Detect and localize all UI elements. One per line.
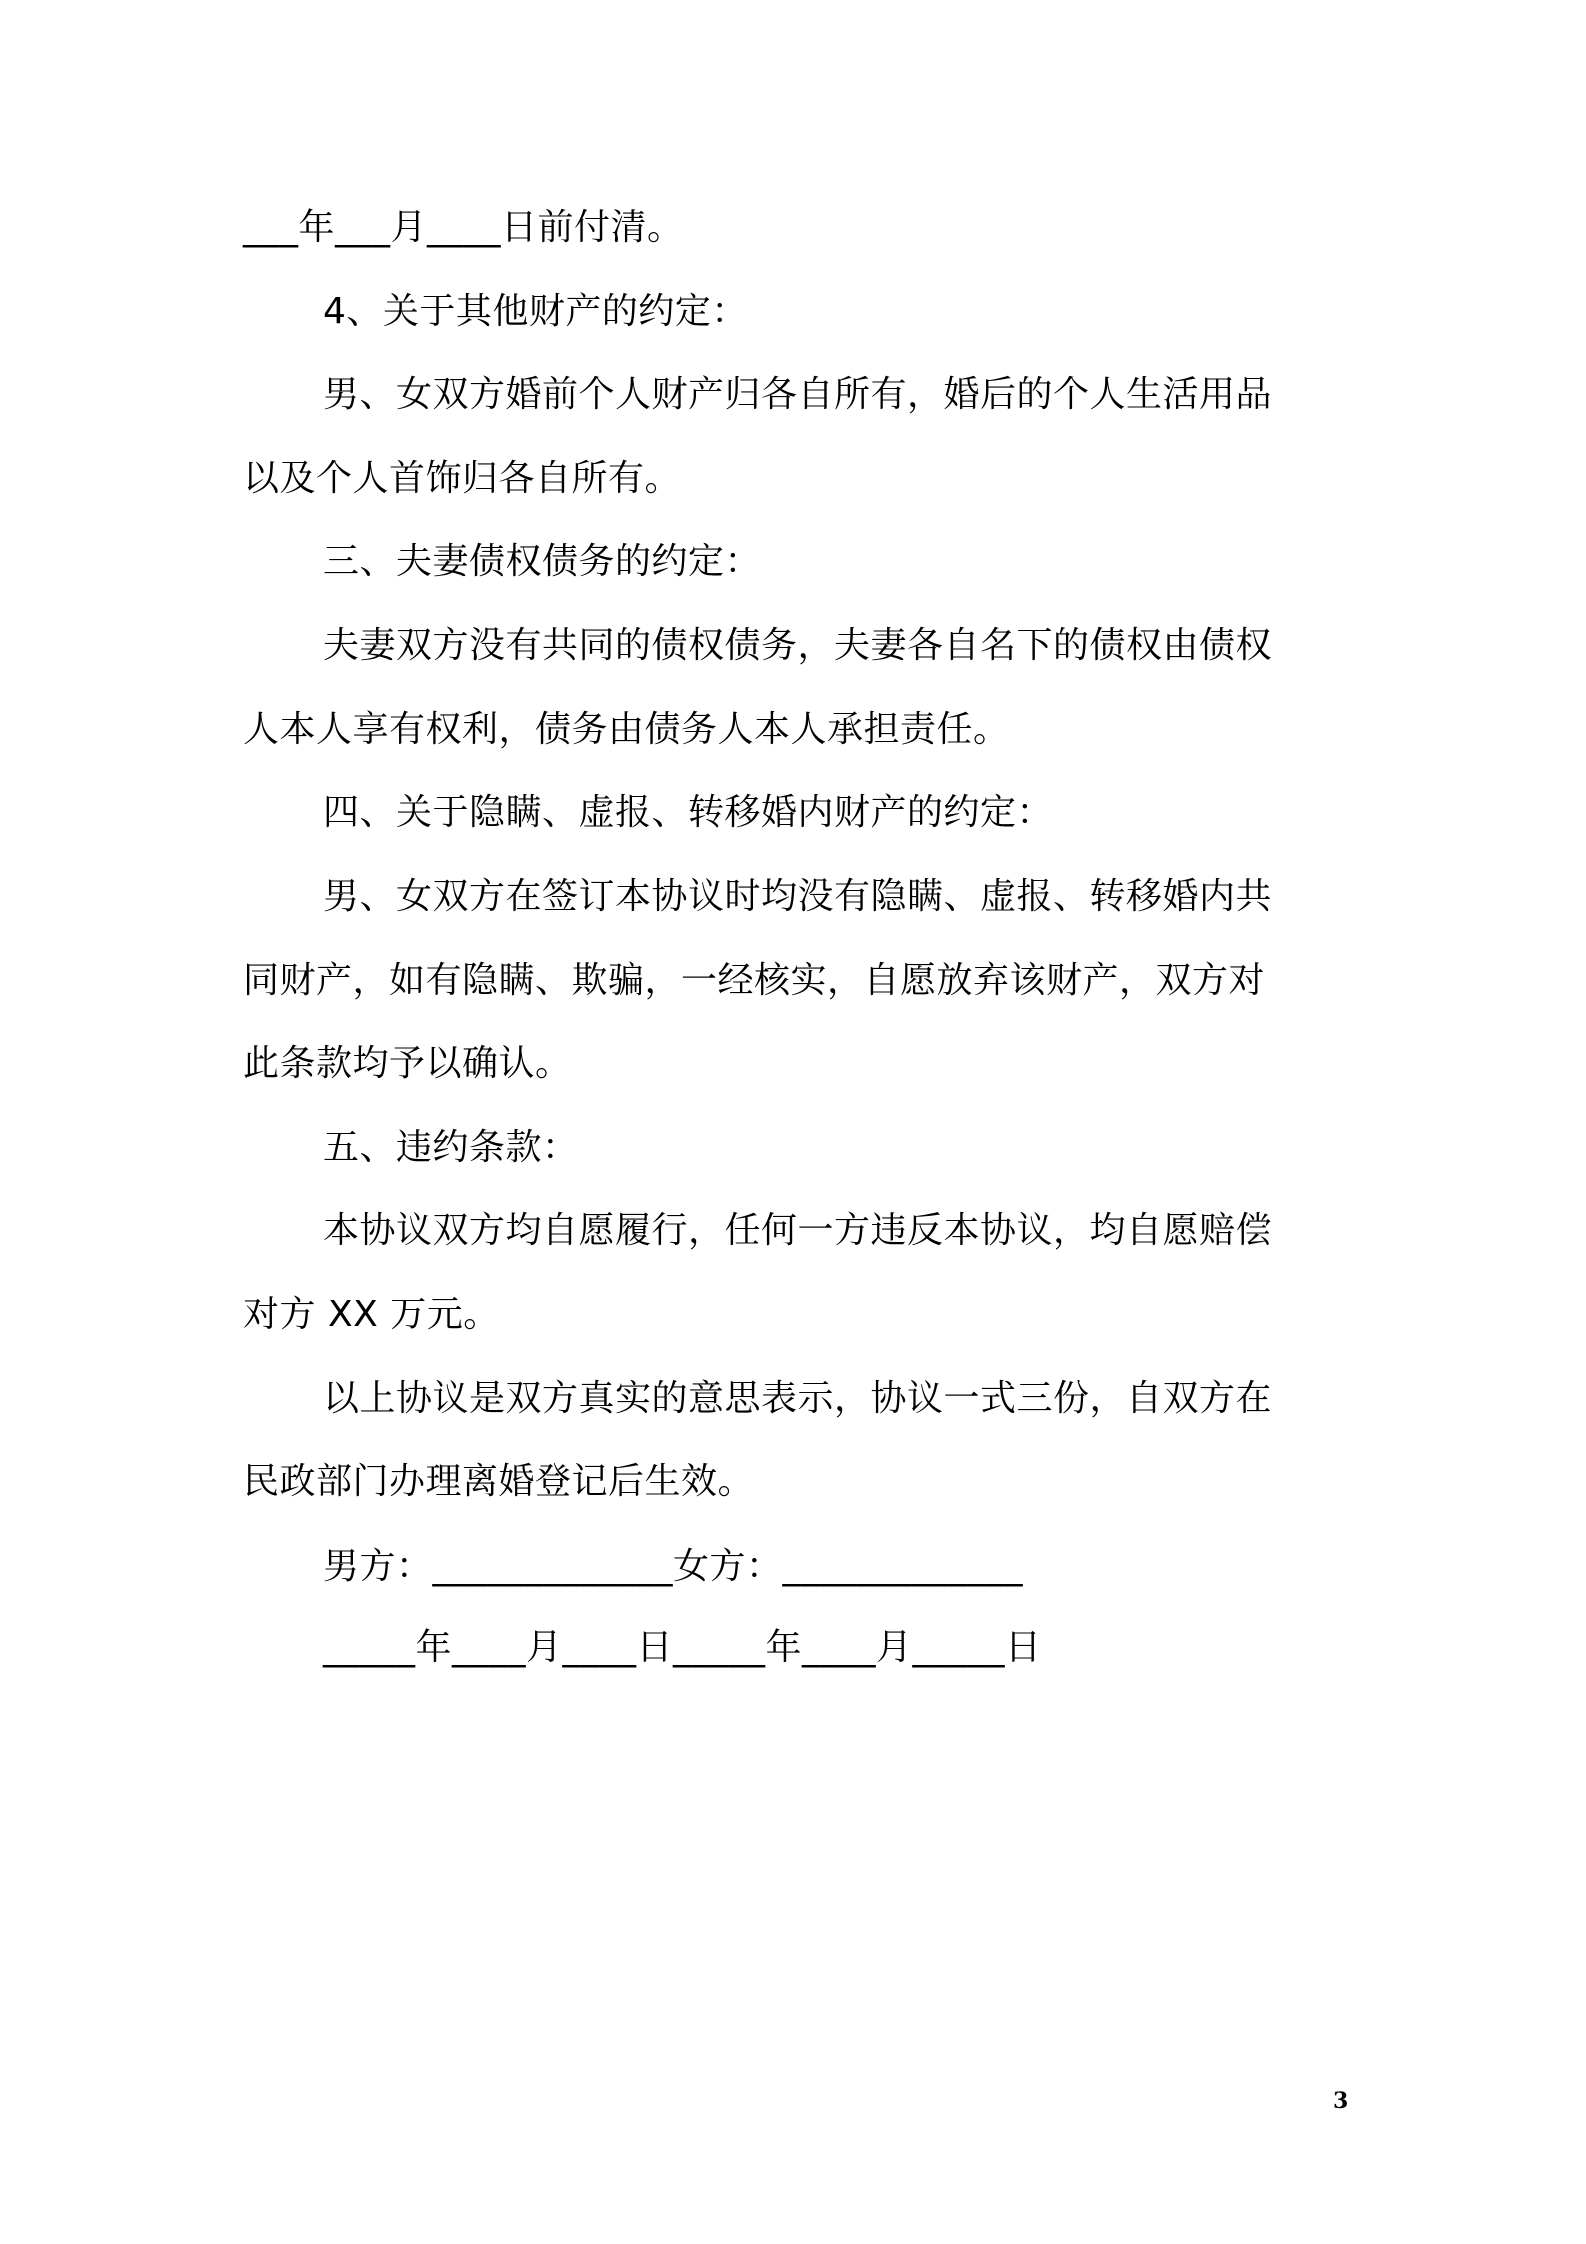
paragraph-line: 此条款均予以确认。 xyxy=(243,1043,572,1084)
paragraph-line: 对方 XX 万元。 xyxy=(243,1294,500,1335)
signature-line: 男方：_____________女方：_____________ xyxy=(323,1546,1024,1587)
section-heading-concealment: 四、关于隐瞒、虚报、转移婚内财产的约定： xyxy=(323,792,1054,833)
signature-date-line: _____年____月____日_____年____月_____日 xyxy=(323,1627,1042,1668)
paragraph-line: 人本人享有权利，债务由债务人本人承担责任。 xyxy=(243,709,1010,750)
paragraph-line: 民政部门办理离婚登记后生效。 xyxy=(243,1461,755,1502)
section-heading-debts: 三、夫妻债权债务的约定： xyxy=(323,541,762,582)
paragraph-line: 以上协议是双方真实的意思表示，协议一式三份，自双方在 xyxy=(323,1378,1273,1419)
paragraph-line: 本协议双方均自愿履行，任何一方违反本协议，均自愿赔偿 xyxy=(323,1210,1273,1251)
payment-date-line: ___年___月____日前付清。 xyxy=(243,207,684,248)
paragraph-line: 男、女双方婚前个人财产归各自所有，婚后的个人生活用品 xyxy=(323,374,1273,415)
paragraph-line: 同财产，如有隐瞒、欺骗，一经核实，自愿放弃该财产，双方对 xyxy=(243,960,1266,1001)
section-heading-other-property: 4、关于其他财产的约定： xyxy=(323,291,748,332)
paragraph-line: 以及个人首饰归各自所有。 xyxy=(243,458,682,499)
paragraph-line: 男、女双方在签订本协议时均没有隐瞒、虚报、转移婚内共 xyxy=(323,876,1273,917)
paragraph-line: 夫妻双方没有共同的债权债务，夫妻各自名下的债权由债权 xyxy=(323,625,1273,666)
page-number: 3 xyxy=(1333,2088,1349,2114)
section-heading-breach: 五、违约条款： xyxy=(323,1127,579,1168)
